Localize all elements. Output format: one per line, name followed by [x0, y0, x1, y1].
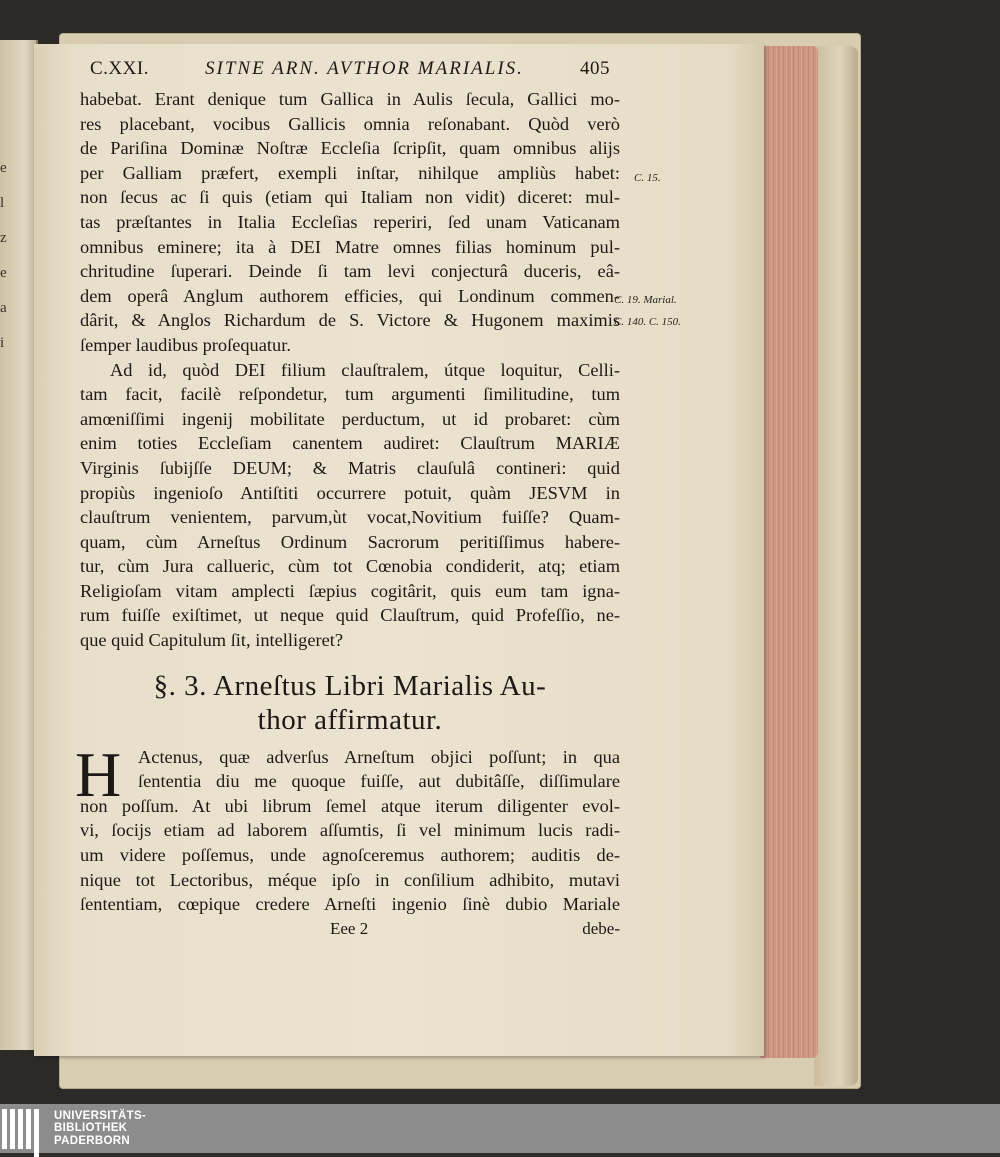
signature-mark: Eee 2 — [330, 918, 369, 938]
section-text-line: vi, ſocijs etiam ad laborem aſſumtis, ſi vel minimum lucis radi- — [80, 820, 620, 841]
page-stack-edges — [760, 46, 818, 1058]
chapter-number: C.XXI. — [90, 58, 149, 79]
page-number: 405 — [579, 58, 610, 79]
text-line: per Galliam præfert, exempli inſtar, nihilque ampliùs habet: — [80, 162, 620, 183]
running-head — [90, 58, 610, 88]
running-head-title: SITNE ARN. AVTHOR MARIALIS. — [205, 58, 524, 79]
section-heading-line-1: §. 3. Arneſtus Libri Marialis Au- — [153, 669, 547, 702]
section-text-line: H Actenus, quæ adverſus Arneſtum objici poſſunt; in qua — [75, 738, 620, 810]
margin-note: C. 15. — [634, 172, 661, 184]
library-name-line-3: PADERBORN — [54, 1134, 130, 1147]
section-text-line: nique tot Lectoribus, méque ipſo in conſilium adhibito, mutavi — [80, 869, 620, 890]
left-letter: e — [0, 160, 7, 176]
text-line: habebat. Erant denique tum Gallica in Aulis ſecula, Gallici mo- — [80, 89, 620, 109]
section-heading-line-2: thor affirmatur. — [257, 703, 443, 736]
text-line: tur, cùm Jura callueric, cùm tot Cœnobia condiderit, atq; etiam — [80, 556, 620, 577]
library-banner — [0, 1104, 1000, 1153]
text-line: Virginis ſubijſſe DEUM; & Matris clauſulâ contineri: quid — [80, 457, 620, 478]
library-name-line-1: UNIVERSITÄTS- — [54, 1109, 147, 1122]
text-line: tam facit, facilè reſpondetur, tum argumenti ſimilitudine, tum — [80, 384, 620, 405]
text-line: res placebant, vocibus Gallicis omnia reſonabant. Quòd verò — [80, 113, 620, 134]
text-line: tas præſtantes in Italia Eccleſias reperiri, ſed unam Vaticanam — [80, 211, 620, 232]
section-text-line: um videre poſſemus, unde agnoſceremus authorem; auditis de- — [80, 845, 620, 866]
text-line: de Pariſina Dominæ Noſtræ Eccleſia ſcripſit, quam omnibus alijs — [80, 138, 620, 159]
library-name-line-2: BIBLIOTHEK — [54, 1122, 128, 1135]
margin-note: C. 140. C. 150. — [614, 316, 681, 328]
text-line: enim toties Eccleſiam canentem audiret: Clauſtrum MARIÆ — [80, 433, 620, 454]
text-line: rum fuiſſe exiſtimet, ut neque quid Clauſtrum, quid Profeſſio, ne- — [80, 605, 620, 626]
section-text-line: ſententiam, cœpique credere Arneſti ingenio ſinè dubio Mariale — [80, 894, 620, 915]
text-line: Religioſam vitam amplecti ſæpius cogitârit, quis eum tam igna- — [80, 580, 620, 601]
left-letter: z — [0, 230, 7, 246]
text-line: que quid Capitulum ſit, intelligeret? — [80, 630, 344, 651]
library-name — [54, 1110, 146, 1148]
catchword: debe- — [582, 918, 620, 938]
text-line: non ſecus ac ſi quis (etiam qui Italiam non vidit) diceret: mul- — [80, 187, 620, 208]
paragraph-first-line: Ad id, quòd DEI filium clauſtralem, útque loquitur, Celli- — [110, 359, 620, 380]
text-line: chritudine ſuperari. Deinde ſi tam levi conjecturâ duceris, eâ- — [80, 261, 620, 282]
book-cover-right — [814, 46, 858, 1086]
body-text — [75, 87, 620, 941]
text-line: omnibus eminere; ita à DEI Matre omnes filias hominum pul- — [80, 236, 620, 257]
left-letter: a — [0, 300, 7, 316]
section-text-line: non poſſum. At ubi librum ſemel atque iterum diligenter evol- — [80, 795, 620, 816]
left-page-letters — [0, 158, 10, 368]
section-text-line: ſententia diu me quoque fuiſſe, aut dubitâſſe, diſſimulare — [138, 771, 620, 792]
text-line: dârit, & Anglos Richardum de S. Victore & Hugonem maximis — [80, 310, 620, 331]
text-line: clauſtrum venientem, parvum,ùt vocat,Novitium fuiſſe? Quam- — [80, 507, 620, 528]
text-line: amœniſſimi ingenij mobilitate perductum, ut id probaret: cùm — [80, 408, 620, 429]
library-logo-icon — [2, 1109, 48, 1149]
text-line: dem operâ Anglum authorem efficies, qui Londinum commen- — [80, 285, 620, 306]
text-line: ſemper laudibus proſequatur. — [80, 334, 291, 355]
catchwords-line — [80, 917, 620, 942]
left-page-edge — [0, 40, 38, 1050]
text-line: quam, cùm Arneſtus Ordinum Sacrorum peritiſſimus habere- — [80, 531, 620, 552]
drop-cap: H — [75, 738, 122, 810]
margin-note: C. 19. Marial. — [614, 294, 677, 306]
left-letter: l — [0, 195, 5, 211]
left-letter: i — [0, 335, 5, 351]
text-line: propiùs ingenioſo Antiſtiti occurrere potuit, quàm JESVM in — [80, 482, 620, 503]
left-letter: e — [0, 265, 7, 281]
